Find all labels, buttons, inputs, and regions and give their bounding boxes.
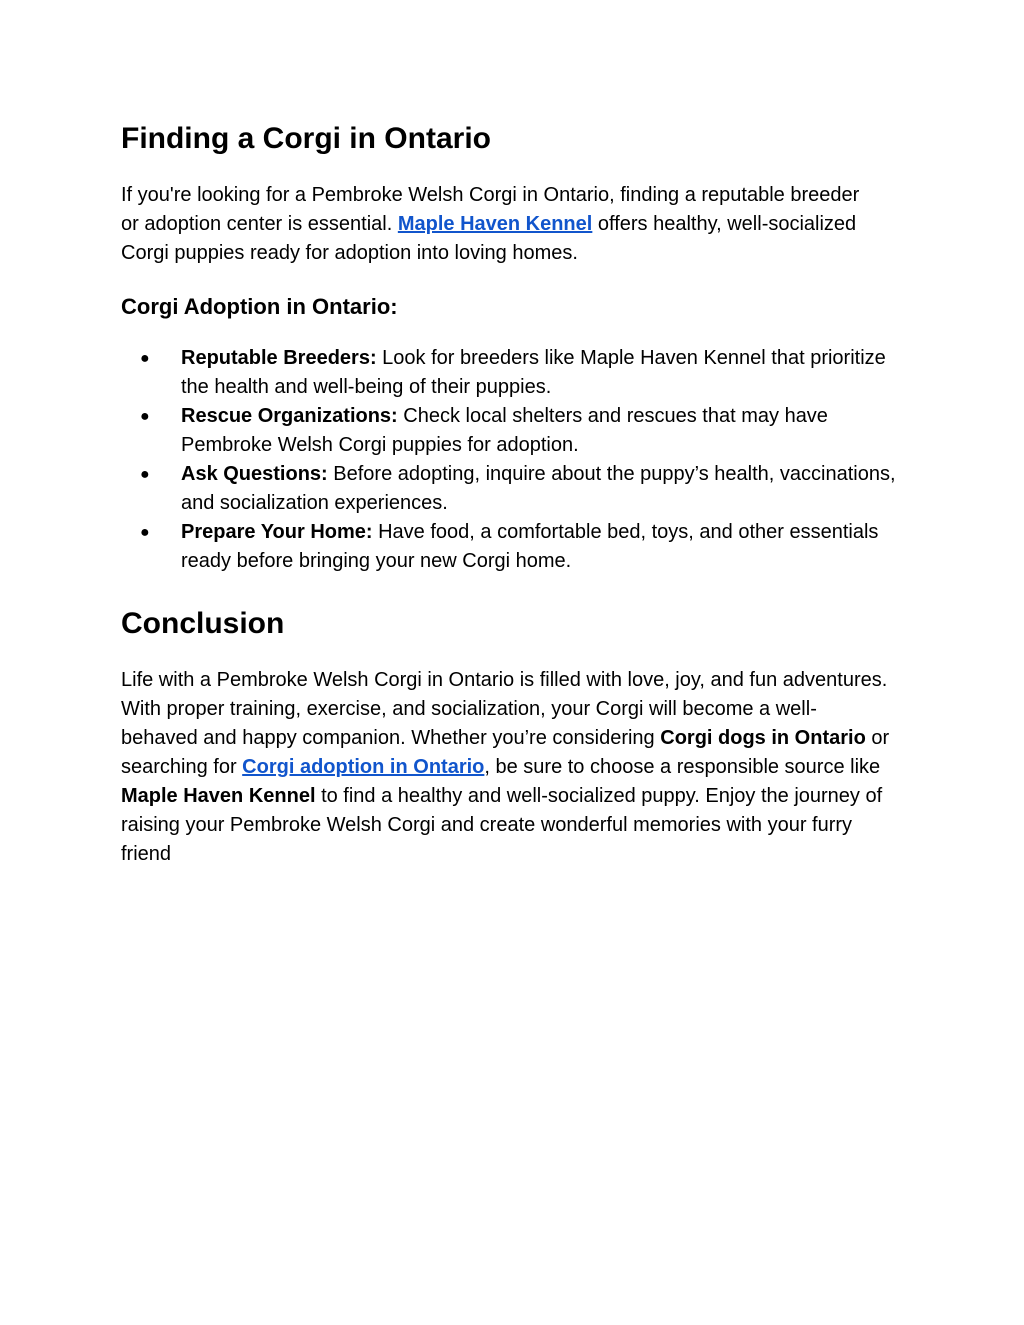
- maple-haven-kennel-link[interactable]: Maple Haven Kennel: [397, 213, 593, 235]
- list-item: [121, 460, 901, 518]
- bullet-icon: ●: [140, 350, 150, 367]
- list-item-text: Check local shelters and rescues that may have Pembroke Welsh Corgi puppies for adoption.: [181, 405, 828, 456]
- list-item-label: Prepare Your Home:: [181, 521, 373, 543]
- bullet-icon: ●: [140, 466, 150, 483]
- conclusion-paragraph: [121, 666, 891, 869]
- list-item-text: Before adopting, inquire about the puppy’s health, vaccinations, and socialization experiences.: [181, 463, 896, 514]
- list-item-label: Ask Questions:: [181, 463, 328, 485]
- subheading-corgi-adoption: Corgi Adoption in Ontario:: [121, 294, 398, 319]
- bullet-icon: ●: [140, 524, 150, 541]
- list-item-text: Look for breeders like Maple Haven Kennel that prioritize the health and well-being of their puppies.: [181, 347, 886, 398]
- adoption-tips-list: [121, 344, 901, 576]
- intro-text-start: If you're looking for a Pembroke Welsh Corgi in Ontario, finding a reputable breeder or adoption center is essential.: [121, 184, 860, 235]
- section-heading-conclusion: Conclusion: [121, 607, 285, 640]
- conclusion-bold-corgi-dogs: Corgi dogs in Ontario: [660, 727, 866, 749]
- list-item-text: Have food, a comfortable bed, toys, and other essentials ready before bringing your new Corgi home.: [181, 521, 879, 572]
- conclusion-bold-maple-haven: Maple Haven Kennel: [121, 785, 316, 807]
- list-item-label: Rescue Organizations:: [181, 405, 398, 427]
- conclusion-text-3: , be sure to choose a responsible source like: [484, 756, 881, 778]
- list-item: [121, 402, 901, 460]
- intro-text-end: offers healthy, well-socialized Corgi puppies ready for adoption into loving homes.: [121, 213, 857, 264]
- conclusion-text-4: to find a healthy and well-socialized puppy. Enjoy the journey of raising your Pembroke Welsh Corgi and create wonderful memories with your furry friend: [121, 785, 883, 865]
- list-item: [121, 518, 901, 576]
- conclusion-text-1: Life with a Pembroke Welsh Corgi in Ontario is filled with love, joy, and fun adventures. With proper training, exercise, and socialization, your Corgi will become a well-behaved and happy companion. Whether you’re considering: [121, 669, 888, 749]
- corgi-adoption-link[interactable]: Corgi adoption in Ontario: [242, 756, 485, 778]
- intro-paragraph: [121, 181, 881, 268]
- list-item: [121, 344, 901, 402]
- bullet-icon: ●: [140, 408, 150, 425]
- section-heading-finding-corgi: Finding a Corgi in Ontario: [121, 122, 491, 155]
- conclusion-text-2: or searching for: [121, 727, 890, 778]
- list-item-label: Reputable Breeders:: [181, 347, 377, 369]
